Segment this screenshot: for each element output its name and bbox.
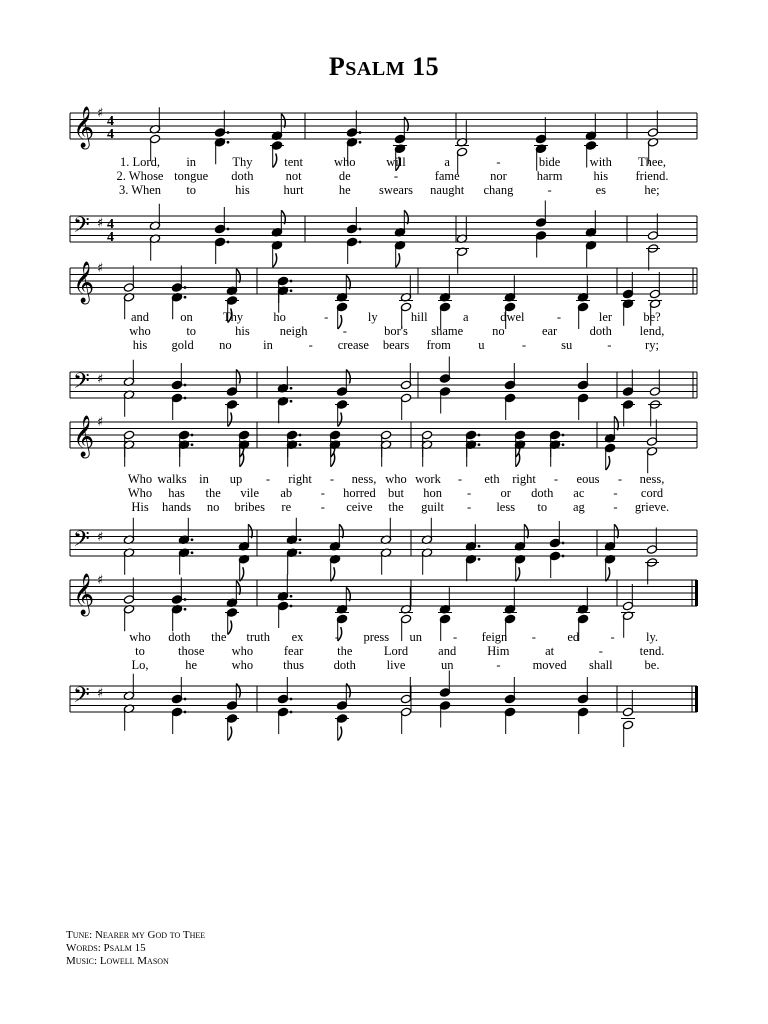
hyphen: -	[329, 472, 335, 486]
lyric-syllable: no	[206, 500, 220, 514]
lyric-syllable: ag	[572, 500, 585, 514]
treble-clef-icon: 𝄞	[73, 262, 95, 303]
lyric-syllable: who	[129, 630, 151, 644]
hyphen: -	[324, 310, 329, 324]
verse-2-line	[129, 324, 664, 338]
lyric-syllable: but	[388, 486, 404, 500]
lyric-syllable: in	[199, 472, 209, 486]
hyphen: -	[598, 644, 603, 658]
lyric-syllable: thus	[283, 658, 305, 672]
hyphen: -	[610, 630, 615, 644]
lyric-syllable: es	[595, 183, 607, 197]
lyric-syllable: the	[337, 644, 353, 658]
dot	[191, 538, 194, 541]
lyrics-system-1	[117, 155, 669, 197]
lyric-syllable: doth	[333, 658, 356, 672]
dot	[562, 555, 565, 558]
lyric-syllable: swears	[378, 183, 414, 197]
hyphen: -	[457, 472, 463, 486]
lyric-syllable: horred	[343, 486, 376, 500]
lyric-syllable: no	[492, 324, 505, 338]
hyphen: -	[613, 486, 618, 500]
note-flag	[228, 621, 232, 635]
lyric-syllable: bears	[382, 338, 410, 352]
hyphen: -	[467, 486, 472, 500]
lyric-syllable: Who	[127, 472, 153, 486]
lyric-syllable: Thy	[223, 310, 244, 324]
dot	[227, 228, 230, 231]
treble-notes-3	[123, 416, 657, 473]
note-flag	[228, 727, 232, 741]
lyric-syllable: bide	[538, 155, 561, 169]
treble-notes-2	[123, 266, 662, 330]
lyric-syllable: less	[496, 500, 516, 514]
lyric-syllable: fear	[283, 644, 304, 658]
lyric-syllable: ac	[573, 486, 585, 500]
dot	[290, 605, 293, 608]
lyric-syllable: harm	[536, 169, 563, 183]
words-credit: Words: Psalm 15	[66, 942, 146, 954]
lyrics-system-2	[129, 310, 664, 352]
lyric-syllable: those	[178, 644, 205, 658]
note-flag	[338, 413, 342, 427]
sharp-icon: ♯	[97, 415, 104, 430]
lyric-syllable: feign	[481, 630, 508, 644]
lyric-syllable: fame	[434, 169, 460, 183]
lyric-syllable: u	[478, 338, 485, 352]
dot	[290, 711, 293, 714]
sharp-icon: ♯	[97, 216, 104, 231]
dot	[299, 551, 302, 554]
bass-notes-1	[149, 201, 660, 274]
verse-2-line	[135, 644, 664, 658]
hyphen: -	[467, 500, 472, 514]
note-flag	[228, 413, 232, 427]
lyric-syllable: to	[186, 324, 197, 338]
lyric-syllable: be?	[643, 310, 661, 324]
note-flag	[606, 456, 610, 470]
bass-clef-icon: 𝄢	[73, 683, 90, 713]
lyric-syllable: no	[219, 338, 232, 352]
note-flag	[240, 567, 244, 581]
lyric-syllable: eth	[484, 472, 500, 486]
note-flag	[338, 315, 342, 329]
lyric-syllable: right	[288, 472, 312, 486]
lyric-syllable: the	[388, 500, 404, 514]
lyric-syllable: to	[537, 500, 548, 514]
dot	[478, 545, 481, 548]
treble-staff-1	[70, 106, 697, 149]
final-barline-thick	[695, 580, 698, 606]
verse-2-line	[128, 486, 664, 500]
verse-1-line	[129, 630, 658, 644]
lyric-syllable: de	[338, 169, 351, 183]
lyric-syllable: friend.	[635, 169, 669, 183]
lyric-syllable: his	[132, 338, 148, 352]
lyric-syllable: bor's	[384, 324, 408, 338]
lyric-syllable: who	[385, 472, 407, 486]
verse-1-line	[131, 310, 661, 324]
dot	[562, 443, 565, 446]
hyphen: -	[496, 155, 501, 169]
dot	[184, 397, 187, 400]
dot	[227, 131, 230, 134]
lyric-syllable: ab	[280, 486, 293, 500]
lyric-syllable: in	[263, 338, 273, 352]
dot	[184, 286, 187, 289]
lyric-syllable: work	[415, 472, 441, 486]
dot	[359, 228, 362, 231]
lyric-syllable: hon	[423, 486, 442, 500]
lyric-syllable: neigh	[279, 324, 308, 338]
verse-3-line	[131, 500, 669, 514]
lyric-syllable: Who	[127, 486, 153, 500]
lyric-syllable: hurt	[283, 183, 304, 197]
hyphen: -	[553, 472, 559, 486]
lyric-syllable: 3. When	[118, 183, 162, 197]
dot	[562, 542, 565, 545]
lyric-syllable: who	[129, 324, 151, 338]
note-flag	[273, 154, 277, 168]
lyric-syllable: ear	[541, 324, 558, 338]
lyric-syllable: naught	[430, 183, 465, 197]
sharp-icon: ♯	[97, 530, 104, 545]
treble-staff-4	[70, 573, 698, 616]
hyphen: -	[547, 183, 552, 197]
dot	[290, 280, 293, 283]
time-signature-top: 4	[107, 217, 114, 232]
lyric-syllable: shall	[588, 658, 613, 672]
dot	[478, 443, 481, 446]
lyrics-system-3	[128, 472, 669, 514]
lyric-syllable: up	[229, 472, 243, 486]
lyric-syllable: from	[426, 338, 451, 352]
bass-clef-icon: 𝄢	[73, 527, 90, 557]
hyphen: -	[308, 338, 313, 352]
dot	[227, 141, 230, 144]
lyric-syllable: ness,	[351, 472, 377, 486]
lyric-syllable: lend,	[639, 324, 665, 338]
lyric-syllable: 1. Lord,	[120, 155, 160, 169]
lyric-syllable: Thee,	[637, 155, 667, 169]
note-flag	[606, 567, 610, 581]
lyric-syllable: dwel	[500, 310, 525, 324]
lyric-syllable: guilt	[421, 500, 445, 514]
verse-3-line	[131, 658, 659, 672]
lyric-syllable: live	[386, 658, 406, 672]
lyric-syllable: will	[386, 155, 406, 169]
lyric-syllable: or	[500, 486, 511, 500]
lyric-syllable: his	[235, 324, 250, 338]
dot	[184, 384, 187, 387]
lyric-syllable: un	[409, 630, 422, 644]
lyric-syllable: Lo,	[131, 658, 149, 672]
lyric-syllable: hands	[161, 500, 192, 514]
lyric-syllable: his	[593, 169, 609, 183]
bass-staff-2	[70, 369, 697, 399]
sharp-icon: ♯	[97, 686, 104, 701]
dot	[359, 131, 362, 134]
lyric-syllable: and	[130, 310, 150, 324]
credits	[66, 929, 205, 968]
lyric-syllable: who	[231, 658, 254, 672]
lyric-syllable: tend.	[639, 644, 665, 658]
lyric-syllable: to	[186, 183, 197, 197]
hyphen: -	[452, 630, 458, 644]
dot	[191, 551, 194, 554]
lyric-syllable: he	[338, 183, 351, 197]
lyric-syllable: grieve.	[634, 500, 670, 514]
lyric-syllable: has	[168, 486, 185, 500]
hyphen: -	[613, 500, 618, 514]
lyric-syllable: ly.	[645, 630, 659, 644]
dot	[191, 443, 194, 446]
lyric-syllable: doth	[531, 486, 554, 500]
lyric-syllable: be.	[644, 658, 660, 672]
dot	[359, 241, 362, 244]
lyric-syllable: he	[185, 658, 198, 672]
bass-clef-icon: 𝄢	[73, 213, 90, 243]
lyric-syllable: bribes	[234, 500, 265, 514]
dot	[299, 538, 302, 541]
lyric-syllable: shame	[431, 324, 464, 338]
lyric-syllable: and	[438, 644, 457, 658]
lyrics-system-4	[129, 630, 664, 672]
hyphen: -	[521, 338, 527, 352]
dot	[184, 711, 187, 714]
lyric-syllable: crease	[337, 338, 369, 352]
lyric-syllable: vile	[240, 486, 260, 500]
dot	[478, 434, 481, 437]
lyric-syllable: ceive	[346, 500, 373, 514]
treble-clef-icon: 𝄞	[73, 574, 95, 615]
bass-notes-3	[123, 518, 659, 585]
lyric-syllable: a	[463, 310, 469, 324]
note-flag	[516, 567, 520, 581]
lyric-syllable: the	[205, 486, 221, 500]
lyric-syllable: not	[285, 169, 302, 183]
lyric-syllable: at	[545, 644, 555, 658]
lyric-syllable: in	[186, 155, 197, 169]
hyphen: -	[334, 630, 340, 644]
lyric-syllable: tent	[284, 155, 303, 169]
note-flag	[338, 727, 342, 741]
time-signature-bottom: 4	[107, 230, 114, 245]
bass-notes-4	[123, 671, 635, 748]
treble-clef-icon: 𝄞	[73, 107, 95, 148]
lyric-syllable: doth	[231, 169, 254, 183]
dot	[184, 698, 187, 701]
lyric-syllable: who	[231, 644, 254, 658]
music-credit: Music: Lowell Mason	[66, 955, 169, 967]
hyphen: -	[607, 338, 612, 352]
lyric-syllable: cord	[640, 486, 664, 500]
hyphen: -	[320, 500, 325, 514]
lyric-syllable: walks	[157, 472, 187, 486]
dot	[290, 289, 293, 292]
lyric-syllable: who	[334, 155, 356, 169]
lyric-syllable: truth	[246, 630, 270, 644]
verse-2-line	[117, 169, 669, 183]
lyric-syllable: su	[561, 338, 573, 352]
final-barline-thick	[695, 686, 698, 712]
lyric-syllable: on	[180, 310, 193, 324]
lyric-syllable: ness,	[639, 472, 665, 486]
verse-3-line	[119, 183, 660, 197]
dot	[184, 296, 187, 299]
dot	[290, 698, 293, 701]
lyric-syllable: the	[211, 630, 227, 644]
dot	[290, 387, 293, 390]
dot	[184, 608, 187, 611]
lyric-syllable: Thy	[232, 155, 253, 169]
lyric-syllable: Lord	[383, 644, 409, 658]
dot	[227, 241, 230, 244]
lyric-syllable: re	[281, 500, 292, 514]
time-signature-bottom: 4	[107, 127, 114, 142]
lyric-syllable: he;	[644, 183, 660, 197]
lyric-syllable: right	[512, 472, 536, 486]
verse-1-line	[128, 472, 664, 486]
sharp-icon: ♯	[97, 261, 104, 276]
hyphen: -	[393, 169, 399, 183]
lyric-syllable: with	[589, 155, 612, 169]
lyric-syllable: 2. Whose	[116, 169, 164, 183]
page-title: PSALM 15	[328, 52, 440, 81]
lyric-syllable: Him	[487, 644, 510, 658]
hyphen: -	[617, 472, 623, 486]
treble-clef-icon: 𝄞	[73, 416, 95, 457]
lyric-syllable: to	[135, 644, 145, 658]
sharp-icon: ♯	[97, 372, 104, 387]
lyric-syllable: press	[363, 630, 390, 644]
lyric-syllable: ler	[598, 310, 613, 324]
lyric-syllable: chang	[483, 183, 514, 197]
lyric-syllable: ho	[273, 310, 286, 324]
hyphen: -	[265, 472, 271, 486]
lyric-syllable: nor	[490, 169, 507, 183]
dot	[562, 434, 565, 437]
lyric-syllable: ed	[567, 630, 580, 644]
hyphen: -	[342, 324, 347, 338]
dot	[299, 434, 302, 437]
bass-staff-4	[70, 683, 698, 713]
verse-1-line	[120, 155, 666, 169]
lyric-syllable: gold	[171, 338, 194, 352]
hyphen: -	[320, 486, 325, 500]
hyphen: -	[531, 630, 536, 644]
lyric-syllable: doth	[589, 324, 612, 338]
time-signature-top: 4	[107, 114, 114, 129]
dot	[191, 434, 194, 437]
dot	[299, 443, 302, 446]
lyric-syllable: doth	[168, 630, 191, 644]
treble-staff-2	[70, 261, 697, 304]
bass-clef-icon: 𝄢	[73, 369, 90, 399]
sharp-icon: ♯	[97, 106, 104, 121]
dot	[359, 141, 362, 144]
lyric-syllable: his	[235, 183, 250, 197]
lyric-syllable: hill	[410, 310, 428, 324]
lyric-syllable: un	[440, 658, 454, 672]
lyric-syllable: ly	[367, 310, 378, 324]
verse-3-line	[133, 338, 659, 352]
hyphen: -	[556, 310, 561, 324]
note-flag	[396, 253, 400, 267]
dot	[184, 598, 187, 601]
lyric-syllable: ex	[291, 630, 304, 644]
sharp-icon: ♯	[97, 573, 104, 588]
lyric-syllable: ry;	[645, 338, 659, 352]
note-flag	[273, 253, 277, 267]
lyric-syllable: a	[444, 155, 450, 169]
dot	[478, 558, 481, 561]
dot	[290, 400, 293, 403]
hyphen: -	[496, 658, 501, 672]
dot	[290, 595, 293, 598]
lyric-syllable: tongue	[174, 169, 209, 183]
note-flag	[331, 567, 335, 581]
lyric-syllable: moved	[532, 658, 567, 672]
bass-staff-1	[70, 213, 697, 245]
lyric-syllable: His	[131, 500, 149, 514]
tune-credit: Tune: Nearer my God to Thee	[66, 929, 206, 941]
lyric-syllable: eous	[576, 472, 600, 486]
